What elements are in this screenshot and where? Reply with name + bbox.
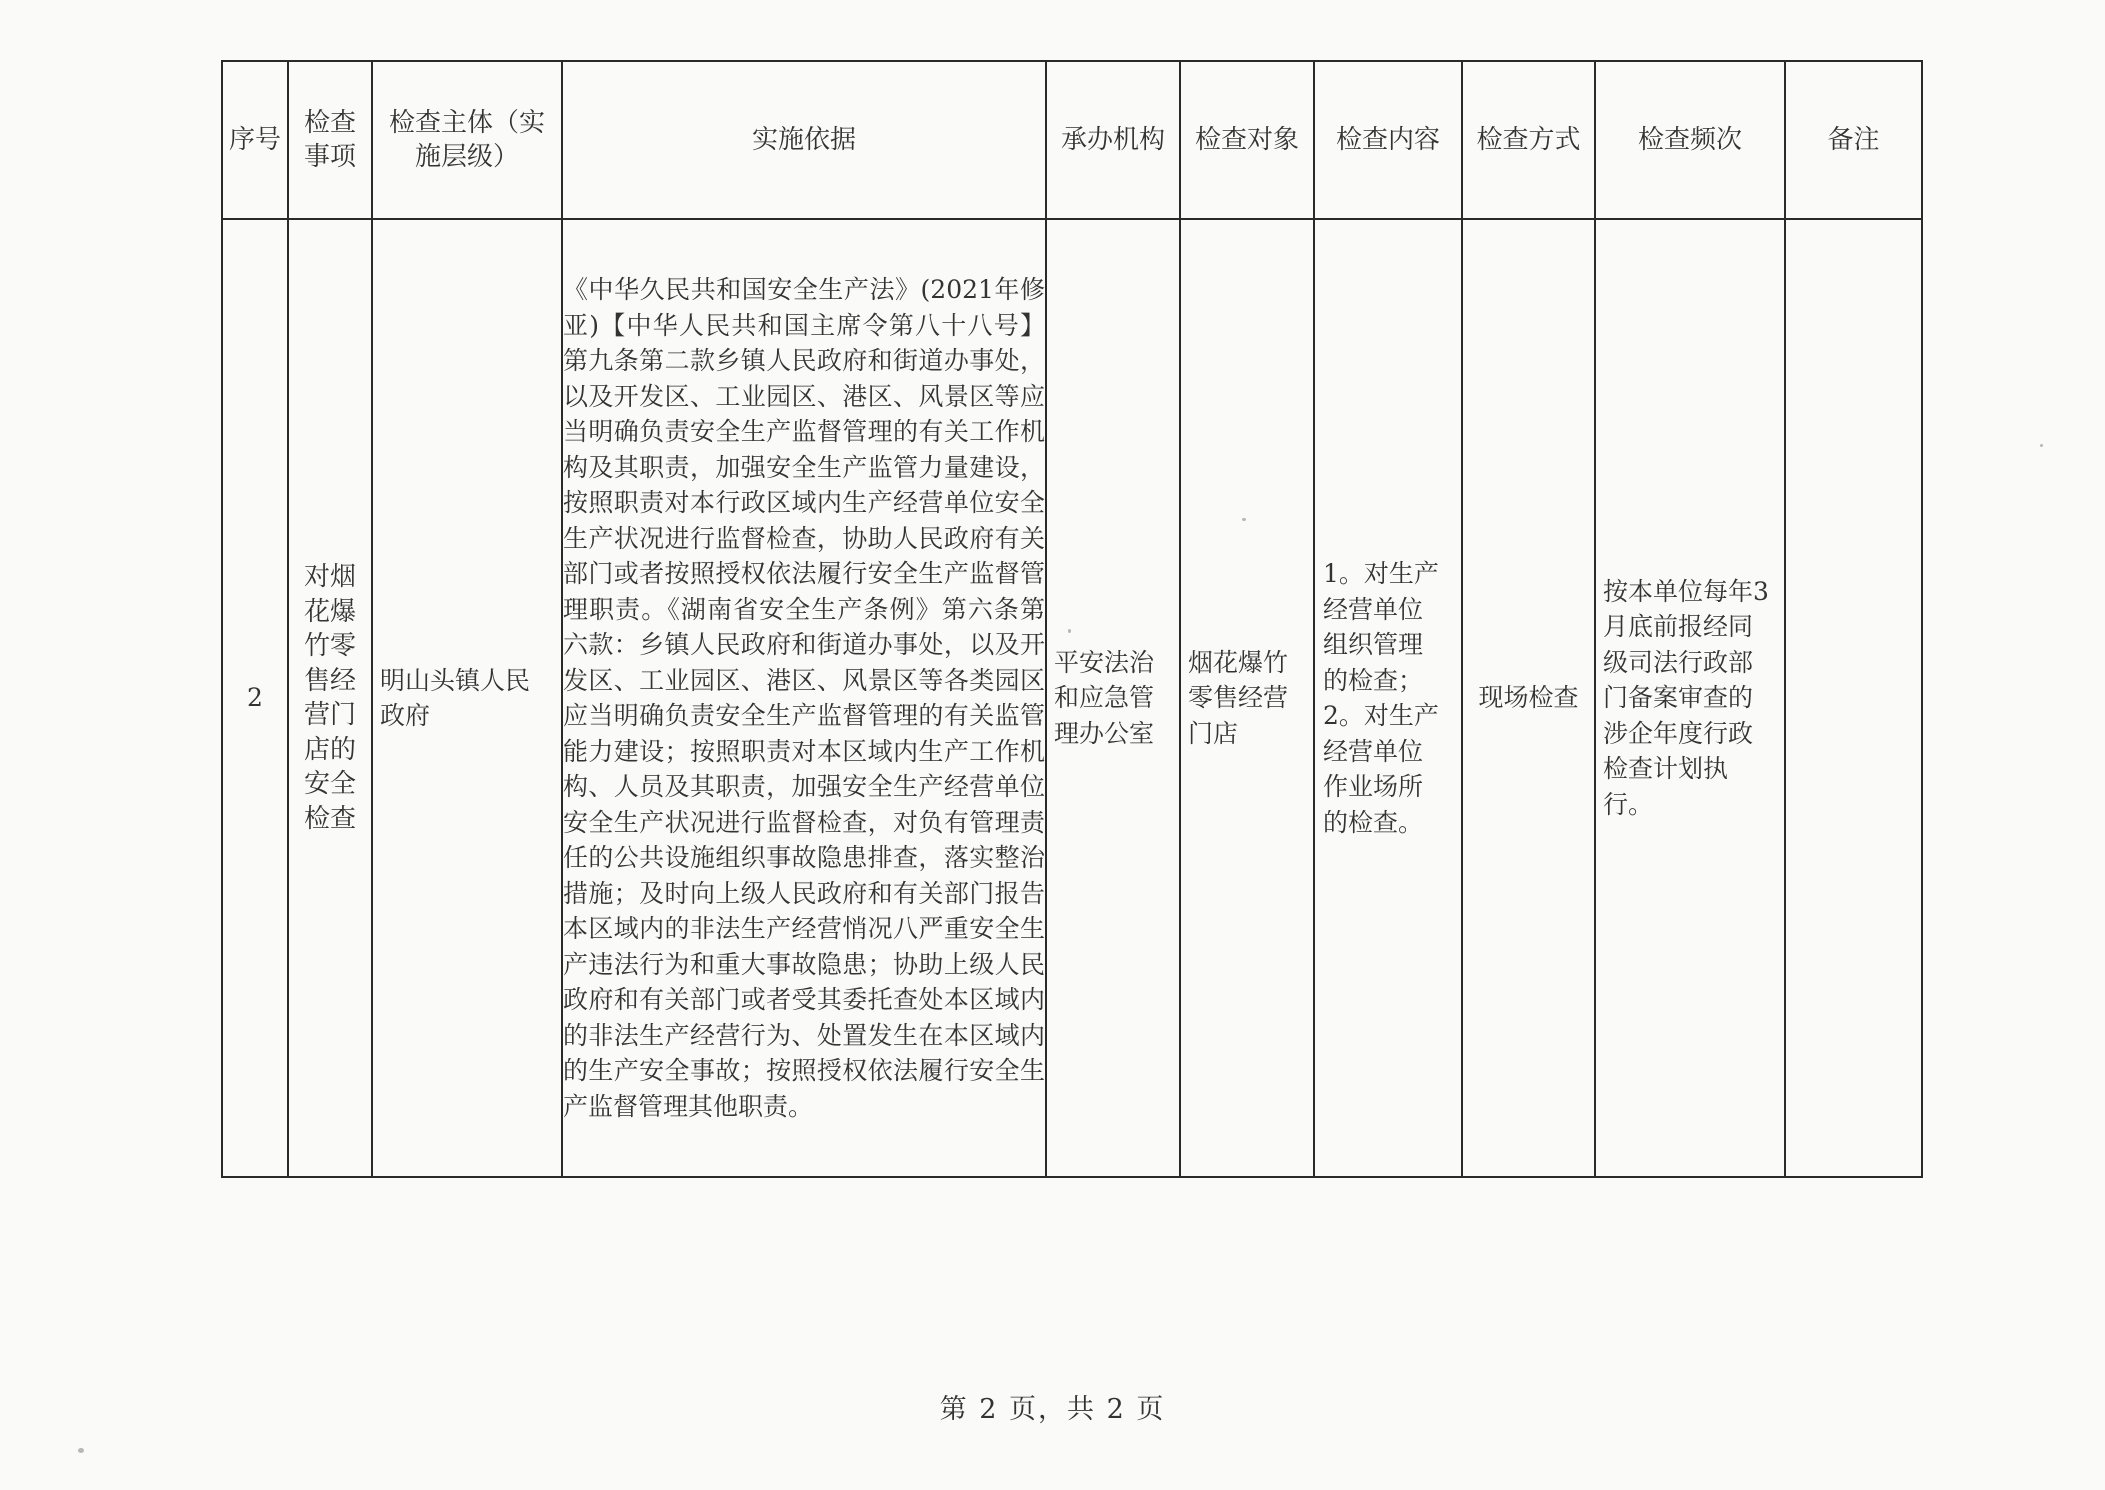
- header-org: 承办机构: [1046, 61, 1180, 219]
- scan-speck: [78, 1448, 84, 1453]
- cell-seq: 2: [222, 219, 288, 1177]
- cell-org: [1046, 219, 1180, 1177]
- header-seq: 序号: [222, 61, 288, 219]
- header-object: 检查对象: [1180, 61, 1314, 219]
- scan-speck: [2040, 444, 2043, 447]
- header-body: [372, 61, 562, 219]
- cell-item-text: 对烟花爆竹零售经营门店的安全检查: [303, 562, 356, 834]
- cell-item: [288, 219, 372, 1177]
- header-basis: 实施依据: [562, 61, 1046, 219]
- cell-content: [1314, 219, 1462, 1177]
- cell-body: [372, 219, 562, 1177]
- header-item-text: 检查事项: [303, 108, 356, 172]
- table-header-row: [222, 61, 1922, 219]
- cell-object-text: 烟花爆竹零售经营门店: [1188, 647, 1289, 748]
- header-content: 检查内容: [1314, 61, 1462, 219]
- inspection-plan-table: [221, 60, 1923, 1178]
- page-number: 第 2 页，共 2 页: [939, 1394, 1166, 1425]
- header-body-text: 检查主体（实施层级）: [388, 108, 545, 172]
- header-method: 检查方式: [1462, 61, 1595, 219]
- header-frequency: 检查频次: [1595, 61, 1785, 219]
- cell-frequency-text: 按本单位每年3月底前报经同级司法行政部门备案审查的涉企年度行政检查计划执行。: [1603, 576, 1769, 819]
- cell-org-text: 平安法治和应急管理办公室: [1054, 647, 1155, 748]
- cell-body-text: 明山头镇人民政府: [380, 665, 531, 730]
- table-row: [222, 219, 1922, 1177]
- cell-frequency: [1595, 219, 1785, 1177]
- cell-basis: 《中华久民共和国安全生产法》(2021年修亚)【中华人民共和国主席令第八十八号】第九条第二款乡镇人民政府和街道办事处，以及开发区、工业园区、港区、风景区等应当明确负责安全生产监督管理的有关工作机构及其职责，加强安全生产监管力量建设，按照职责对本行政区域内生产经营单位安全生产状况进行监督检查，协助人民政府有关部门或者按照授权依法履行安全生产监督管理职责。《湖南省安全生产条例》第六条第六款：乡镇人民政府和街道办事处，以及开发区、工业园区、港区、风景区等各类园区应当明确负责安全生产监督管理的有关监管能力建设；按照职责对本区域内生产工作机构、人员及其职责，加强安全生产经营单位安全生产状况进行监督检查，对负有管理责任的公共设施组织事故隐患排查，落实整治措施；及时向上级人民政府和有关部门报告本区域内的非法生产经营悄况八严重安全生产违法行为和重大事故隐患；协助上级人民政府和有关部门或者受其委托查处本区域内的非法生产经营行为、处置发生在本区域内的生产安全事故；按照授权依法履行安全生产监督管理其他职责。: [562, 219, 1046, 1177]
- header-item: [288, 61, 372, 219]
- cell-content-text: 1。对生产经营单位组织管理的检查；2。对生产经营单位作业场所的检查。: [1323, 559, 1439, 837]
- cell-object: [1180, 219, 1314, 1177]
- header-note: 备注: [1785, 61, 1922, 219]
- cell-method: 现场检查: [1462, 219, 1595, 1177]
- cell-note: [1785, 219, 1922, 1177]
